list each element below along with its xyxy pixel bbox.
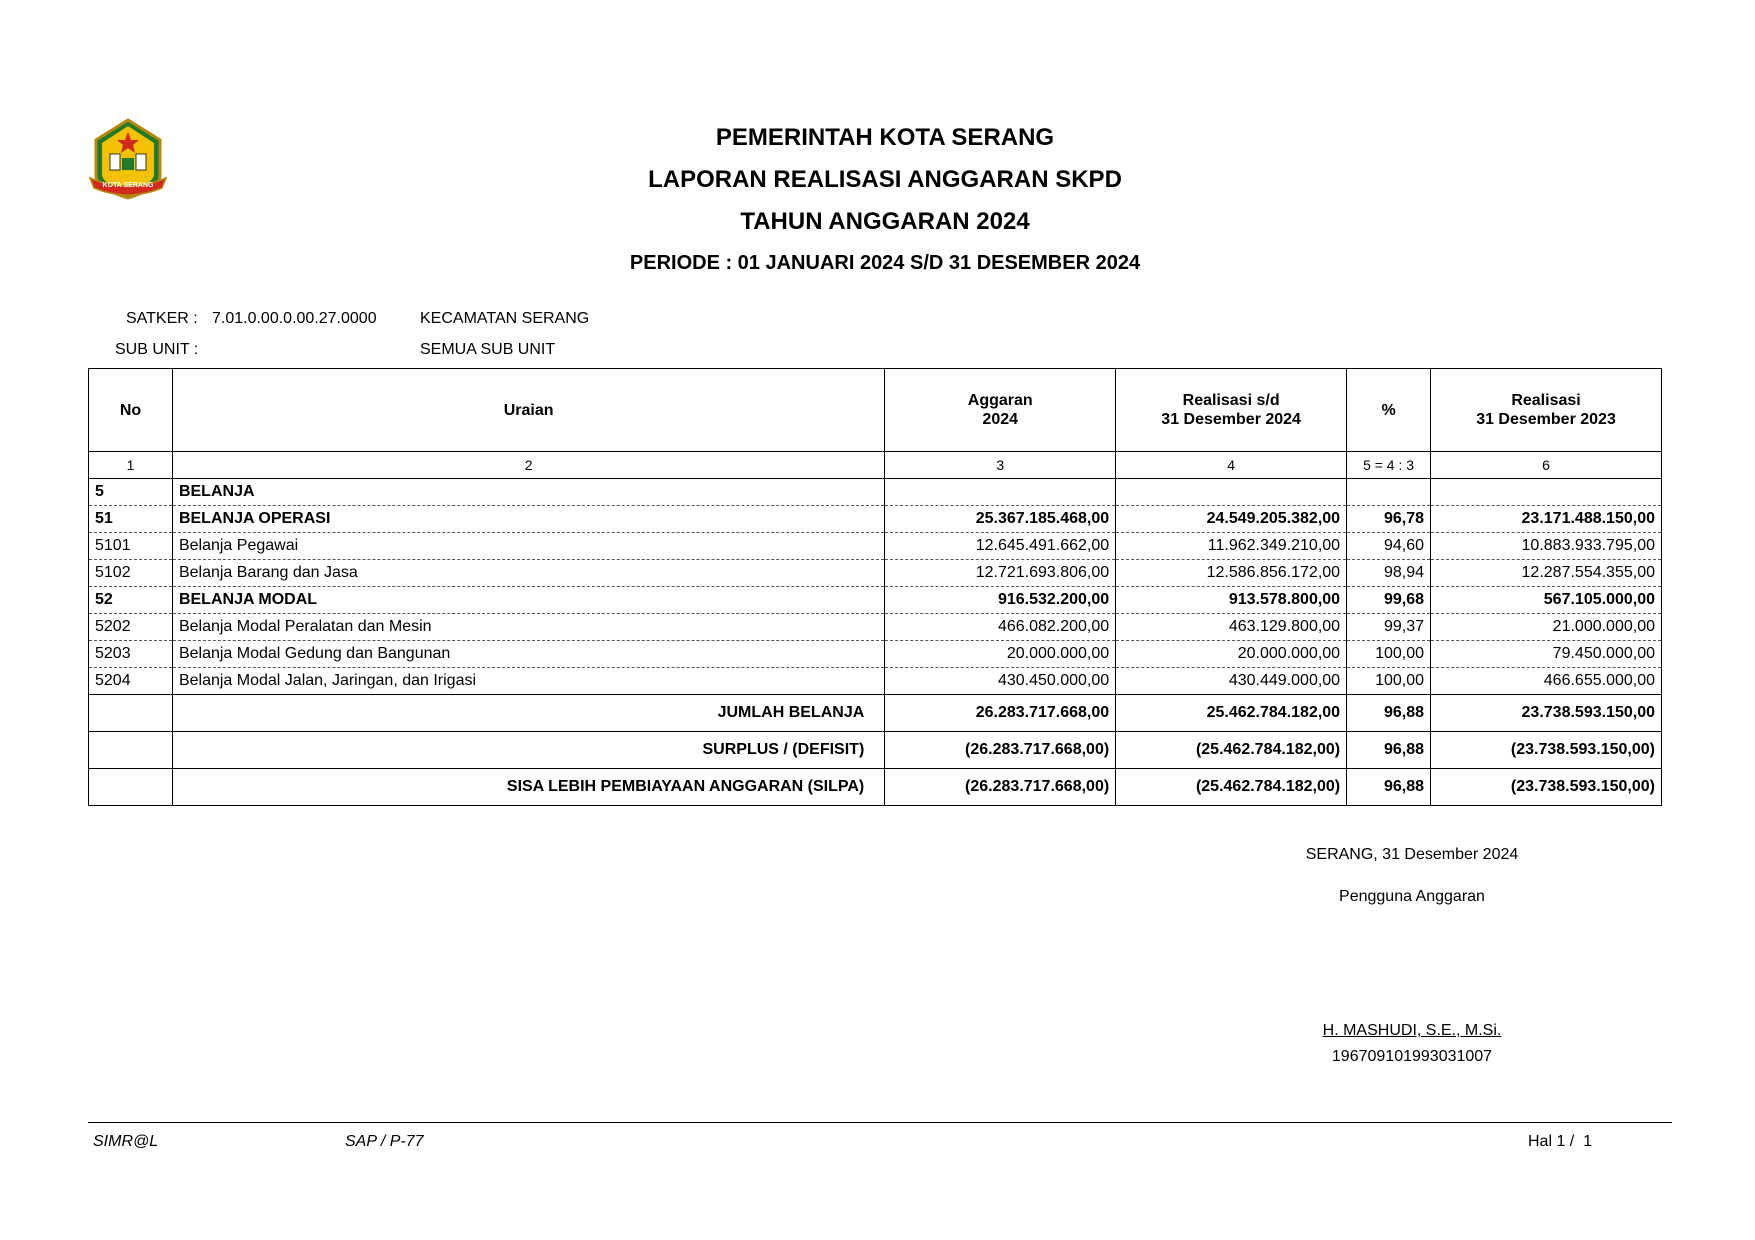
- header-line-2: LAPORAN REALISASI ANGGARAN SKPD: [648, 166, 1122, 193]
- header-realisasi: Realisasi s/d 31 Desember 2024: [1116, 369, 1347, 452]
- signature-nip: 196709101993031007: [1331, 1048, 1493, 1065]
- header-line-1: PEMERINTAH KOTA SERANG: [715, 124, 1055, 151]
- table-row: 52 BELANJA MODAL 916.532.200,00 913.578.800,00 99,68 567.105.000,00: [89, 587, 1662, 614]
- table-row: 5101 Belanja Pegawai 12.645.491.662,00 11.962.349.210,00 94,60 10.883.933.795,00: [89, 533, 1662, 560]
- header-no: No: [89, 369, 173, 452]
- header-persen: %: [1347, 369, 1431, 452]
- total-row-surplus-defisit: SURPLUS / (DEFISIT) (26.283.717.668,00) (25.462.784.182,00) 96,88 (23.738.593.150,00): [89, 732, 1662, 769]
- signature-place-date: SERANG, 31 Desember 2024: [1305, 846, 1519, 863]
- header-line-3: TAHUN ANGGARAN 2024: [740, 208, 1030, 235]
- logo-text: KOTA SERANG: [102, 182, 154, 189]
- total-row-jumlah-belanja: JUMLAH BELANJA 26.283.717.668,00 25.462.784.182,00 96,88 23.738.593.150,00: [89, 695, 1662, 732]
- footer-app-name: SIMR@L: [93, 1133, 159, 1150]
- table-row: 51 BELANJA OPERASI 25.367.185.468,00 24.549.205.382,00 96,78 23.171.488.150,00: [89, 506, 1662, 533]
- budget-realization-table: [88, 368, 1662, 806]
- column-number-row: 1 2 3 4 5 = 4 : 3 6: [89, 452, 1662, 479]
- footer-divider: [88, 1122, 1672, 1123]
- table-row: 5 BELANJA: [89, 479, 1662, 506]
- table-row: 5102 Belanja Barang dan Jasa 12.721.693.806,00 12.586.856.172,00 98,94 12.287.554.355,00: [89, 560, 1662, 587]
- header-anggaran: Aggaran 2024: [885, 369, 1116, 452]
- footer-page-number: Hal 1 / 1: [1528, 1133, 1593, 1150]
- header-uraian: Uraian: [172, 369, 884, 452]
- table-header-row: [89, 369, 1662, 452]
- header-realisasi-prev: Realisasi 31 Desember 2023: [1431, 369, 1662, 452]
- table-row: 5202 Belanja Modal Peralatan dan Mesin 466.082.200,00 463.129.800,00 99,37 21.000.000,00: [89, 614, 1662, 641]
- satker-code: 7.01.0.00.0.00.27.0000: [212, 310, 377, 327]
- table-row: 5203 Belanja Modal Gedung dan Bangunan 20.000.000,00 20.000.000,00 100,00 79.450.000,00: [89, 641, 1662, 668]
- footer-form-code: SAP / P-77: [345, 1133, 424, 1150]
- period-line: PERIODE : 01 JANUARI 2024 S/D 31 DESEMBER 2024: [629, 252, 1141, 274]
- signature-role: Pengguna Anggaran: [1339, 888, 1485, 905]
- subunit-label: SUB UNIT :: [115, 341, 199, 358]
- satker-label: SATKER :: [126, 310, 198, 327]
- subunit-name: SEMUA SUB UNIT: [420, 341, 556, 358]
- satker-name: KECAMATAN SERANG: [420, 310, 590, 327]
- total-row-silpa: SISA LEBIH PEMBIAYAAN ANGGARAN (SILPA) (26.283.717.668,00) (25.462.784.182,00) 96,88 (23.738.593.150,00): [89, 769, 1662, 806]
- signature-name: H. MASHUDI, S.E., M.Si.: [1322, 1022, 1502, 1039]
- table-row: 5204 Belanja Modal Jalan, Jaringan, dan Irigasi 430.450.000,00 430.449.000,00 100,00 466.655.000,00: [89, 668, 1662, 695]
- kota-serang-emblem: [88, 118, 168, 202]
